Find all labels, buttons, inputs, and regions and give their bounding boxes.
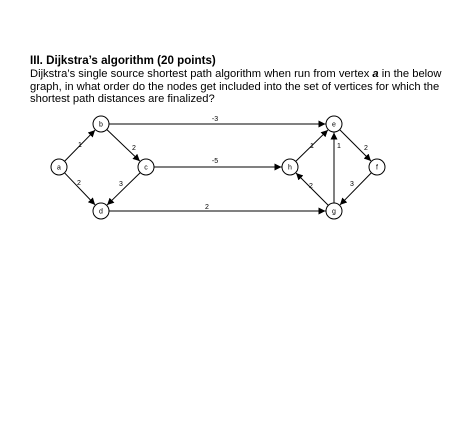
edge-weight-b-c: 2 — [132, 145, 136, 152]
edge-a-d — [65, 173, 96, 205]
edge-c-d — [107, 173, 140, 205]
node-c — [138, 159, 154, 175]
edge-weight-a-d: 2 — [77, 180, 81, 187]
edge-weight-g-h: 2 — [309, 183, 313, 190]
edge-weight-f-g: 3 — [350, 181, 354, 188]
edge-weight-e-f: 2 — [364, 145, 368, 152]
node-a — [51, 159, 67, 175]
node-h — [282, 159, 298, 175]
edge-weight-c-h: -5 — [211, 158, 219, 165]
node-label-e: e — [332, 121, 336, 129]
question-text-start: Dijkstra’s single source shortest path algorithm when run from vertex — [30, 68, 373, 80]
node-g — [326, 203, 342, 219]
node-label-a: a — [57, 164, 61, 172]
node-label-b: b — [99, 121, 103, 129]
edge-weight-g-e: 1 — [337, 143, 341, 150]
question-text-end: in the below graph, in what order do the nodes get included into the set of vertices for which the shortest path distances are finalized? — [30, 68, 442, 106]
edge-f-g — [340, 173, 371, 205]
edge-weight-c-d: 3 — [119, 181, 123, 188]
source-vertex-ref: a — [372, 68, 379, 80]
edge-weight-b-e: -3 — [211, 116, 219, 123]
node-label-f: f — [376, 164, 378, 172]
edge-weight-a-b: 1 — [78, 142, 82, 149]
node-e — [326, 116, 342, 132]
node-label-h: h — [288, 164, 292, 172]
node-label-d: d — [99, 208, 103, 216]
edge-weight-d-g: 2 — [205, 204, 209, 211]
node-b — [93, 116, 109, 132]
edge-weight-h-e: 1 — [310, 143, 314, 150]
node-f — [369, 159, 385, 175]
question-title: III. Dijkstra’s algorithm (20 points) — [30, 54, 216, 67]
node-label-c: c — [144, 164, 148, 172]
node-label-g: g — [332, 208, 336, 216]
node-d — [93, 203, 109, 219]
